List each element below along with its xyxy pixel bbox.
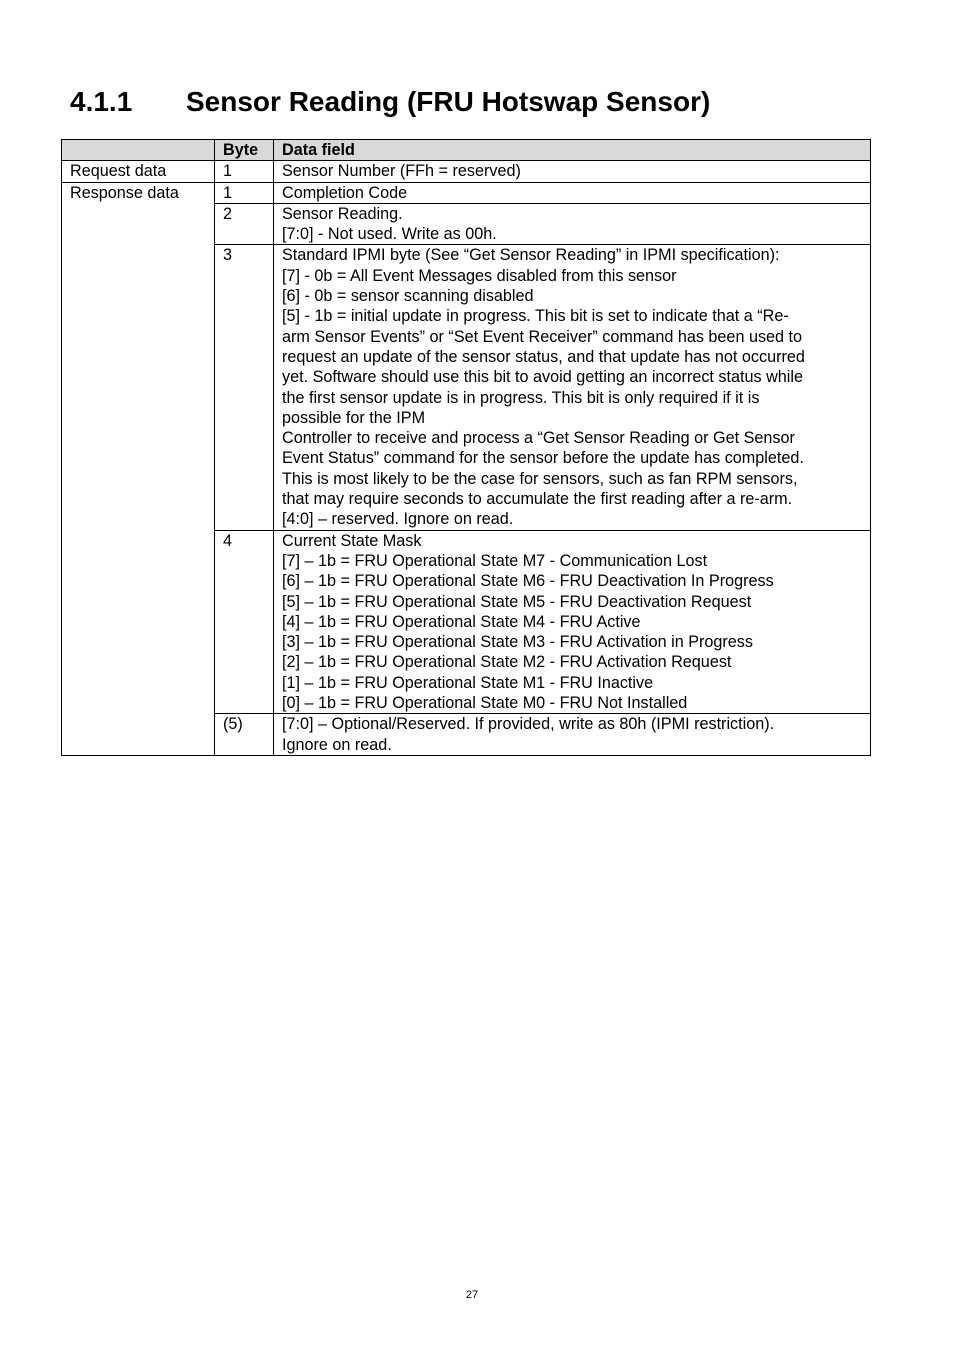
section-title: Sensor Reading (FRU Hotswap Sensor)	[186, 86, 711, 117]
data-field-line: Ignore on read.	[282, 735, 392, 754]
data-field-line: the first sensor update is in progress. This bit is only required if it is	[282, 388, 760, 407]
data-field-line: [7:0] - Not used. Write as 00h.	[282, 225, 497, 244]
byte-cell: 3	[215, 245, 274, 530]
data-field-line: that may require seconds to accumulate the first reading after a re-arm.	[282, 490, 793, 509]
page-number: 27	[465, 1289, 479, 1301]
byte-cell: 4	[215, 530, 274, 714]
data-field-line: [7:0] – Optional/Reserved. If provided, write as 80h (IPMI restriction).	[282, 715, 775, 734]
header-group	[62, 140, 215, 161]
data-field-cell	[274, 203, 871, 245]
data-field-line: request an update of the sensor status, and that update has not occurred	[282, 347, 805, 366]
data-field-line: [5] - 1b = initial update in progress. This bit is set to indicate that a “Re-	[282, 307, 789, 326]
data-field-line: [5] – 1b = FRU Operational State M5 - FRU Deactivation Request	[282, 592, 752, 611]
data-field-line: [7] - 0b = All Event Messages disabled from this sensor	[282, 266, 677, 285]
data-field-cell	[274, 245, 871, 530]
data-field-cell	[274, 161, 871, 182]
data-field-line: yet. Software should use this bit to avoid getting an incorrect status while	[282, 368, 803, 387]
data-field-line: Sensor Reading.	[282, 204, 403, 223]
data-field-line: Event Status” command for the sensor before the update has completed.	[282, 449, 804, 468]
byte-cell: 2	[215, 203, 274, 245]
section-number: 4.1.1	[70, 86, 133, 117]
data-field-line: [1] – 1b = FRU Operational State M1 - FRU Inactive	[282, 673, 654, 692]
data-field-line: Controller to receive and process a “Get Sensor Reading or Get Sensor	[282, 429, 795, 448]
header-data-field: Data field	[274, 140, 871, 161]
data-field-line: arm Sensor Events” or “Set Event Receiver” command has been used to	[282, 327, 803, 346]
data-field-line: Current State Mask	[282, 531, 422, 550]
data-field-line: possible for the IPM	[282, 408, 426, 427]
data-field-line: Sensor Number (FFh = reserved)	[282, 162, 521, 181]
data-field-line: Completion Code	[282, 183, 408, 202]
data-field-cell	[274, 714, 871, 756]
request-data-label: Request data	[62, 161, 215, 182]
response-data-label: Response data	[62, 182, 215, 755]
data-field-cell	[274, 182, 871, 203]
table-header-row	[62, 140, 871, 161]
table-body	[62, 161, 871, 756]
data-field-line: Standard IPMI byte (See “Get Sensor Reading” in IPMI specification):	[282, 246, 780, 265]
data-field-line: [3] – 1b = FRU Operational State M3 - FRU Activation in Progress	[282, 633, 753, 652]
data-field-line: [6] - 0b = sensor scanning disabled	[282, 287, 534, 306]
data-field-line: This is most likely to be the case for sensors, such as fan RPM sensors,	[282, 469, 798, 488]
data-field-line: [7] – 1b = FRU Operational State M7 - Communication Lost	[282, 551, 708, 570]
data-field-line: [6] – 1b = FRU Operational State M6 - FRU Deactivation In Progress	[282, 572, 774, 591]
data-field-cell	[274, 530, 871, 714]
section-heading	[70, 86, 710, 118]
header-byte: Byte	[215, 140, 274, 161]
sensor-reading-table	[61, 139, 871, 756]
data-field-line: [2] – 1b = FRU Operational State M2 - FRU Activation Request	[282, 653, 732, 672]
table-row	[62, 161, 871, 182]
byte-cell: (5)	[215, 714, 274, 756]
byte-cell: 1	[215, 182, 274, 203]
byte-cell: 1	[215, 161, 274, 182]
data-field-line: [0] – 1b = FRU Operational State M0 - FRU Not Installed	[282, 694, 688, 713]
table-row	[62, 182, 871, 203]
data-field-line: [4:0] – reserved. Ignore on read.	[282, 510, 514, 529]
data-field-line: [4] – 1b = FRU Operational State M4 - FRU Active	[282, 612, 641, 631]
